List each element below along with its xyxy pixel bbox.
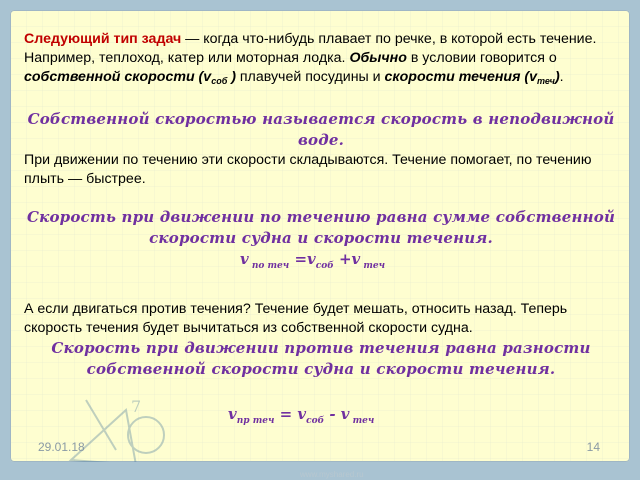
spacer bbox=[24, 276, 618, 300]
intro-dot: . bbox=[559, 69, 564, 85]
own-speed-label: собственной скорости ( bbox=[24, 69, 204, 85]
current-speed-term bbox=[385, 69, 560, 85]
f1-v2: v bbox=[307, 250, 316, 268]
v-symbol-2: v bbox=[529, 69, 538, 85]
intro-usually: Обычно bbox=[349, 50, 407, 66]
current-speed-label: скорости течения ( bbox=[384, 69, 530, 85]
f2-sub-tech: теч bbox=[349, 416, 375, 426]
f1-eq: = bbox=[289, 250, 308, 268]
f2-sub-sob: соб bbox=[306, 416, 325, 426]
rule-downstream: Скорость при движении по течению равна сумме собственной скорости судна и скорости течения. bbox=[26, 208, 616, 247]
sob-subscript: соб bbox=[211, 76, 228, 86]
f1-sub-po: по теч bbox=[248, 261, 290, 271]
rule-upstream: Скорость при движении против течения равна разности собственной скорости судна и скорости течения. bbox=[51, 339, 591, 378]
downstream-paragraph: При движении по течению эти скорости складываются. Течение помогает, по течению плыть — быстрее. bbox=[24, 152, 592, 187]
intro-paragraph bbox=[24, 30, 618, 91]
page-number: 14 bbox=[586, 440, 600, 454]
f1-v3: v bbox=[351, 250, 361, 268]
v-symbol: v bbox=[203, 69, 212, 85]
slide bbox=[10, 10, 630, 462]
intro-text-2: в условии говорится о bbox=[406, 50, 557, 66]
f2-eq: = bbox=[274, 405, 298, 423]
watermark: www.myshared.ru bbox=[300, 470, 364, 479]
f2-sub-pr: пр теч bbox=[236, 416, 275, 426]
f1-v: v bbox=[240, 250, 249, 268]
f2-v: v bbox=[228, 405, 237, 423]
f1-sub-sob: соб bbox=[315, 261, 334, 271]
svg-text:7: 7 bbox=[131, 397, 142, 416]
formula-downstream bbox=[24, 249, 618, 276]
intro-text-3: плавучей посудины и bbox=[235, 69, 385, 85]
slide-content bbox=[24, 30, 618, 431]
tech-subscript: теч bbox=[537, 76, 555, 86]
own-speed-term bbox=[24, 69, 236, 85]
intro-lead: Следующий тип задач bbox=[24, 31, 182, 47]
footer-date: 29.01.18 bbox=[38, 440, 85, 454]
f2-minus: - bbox=[324, 405, 341, 423]
upstream-paragraph: А если двигаться против течения? Течение будет мешать, относить назад. Теперь скорость течения будет вычитаться из собственной скорости судна. bbox=[24, 301, 568, 336]
formula-upstream bbox=[24, 404, 618, 431]
f2-v3: v bbox=[340, 405, 350, 423]
spacer bbox=[24, 189, 618, 207]
intro-text-1: — когда что-нибудь плавает по речке, в которой есть течение. Например, теплоход, катер или моторная лодка. bbox=[24, 31, 597, 66]
f1-plus: + bbox=[333, 250, 352, 268]
close-paren-1: ) bbox=[227, 69, 236, 85]
f1-sub-tech: теч bbox=[360, 261, 386, 271]
f2-v2: v bbox=[297, 405, 307, 423]
close-paren-2: ) bbox=[554, 69, 560, 85]
spacer bbox=[24, 91, 618, 109]
spacer bbox=[24, 380, 618, 404]
rule-own-speed: Собственной скоростью называется скорость в неподвижной воде. bbox=[27, 110, 615, 149]
